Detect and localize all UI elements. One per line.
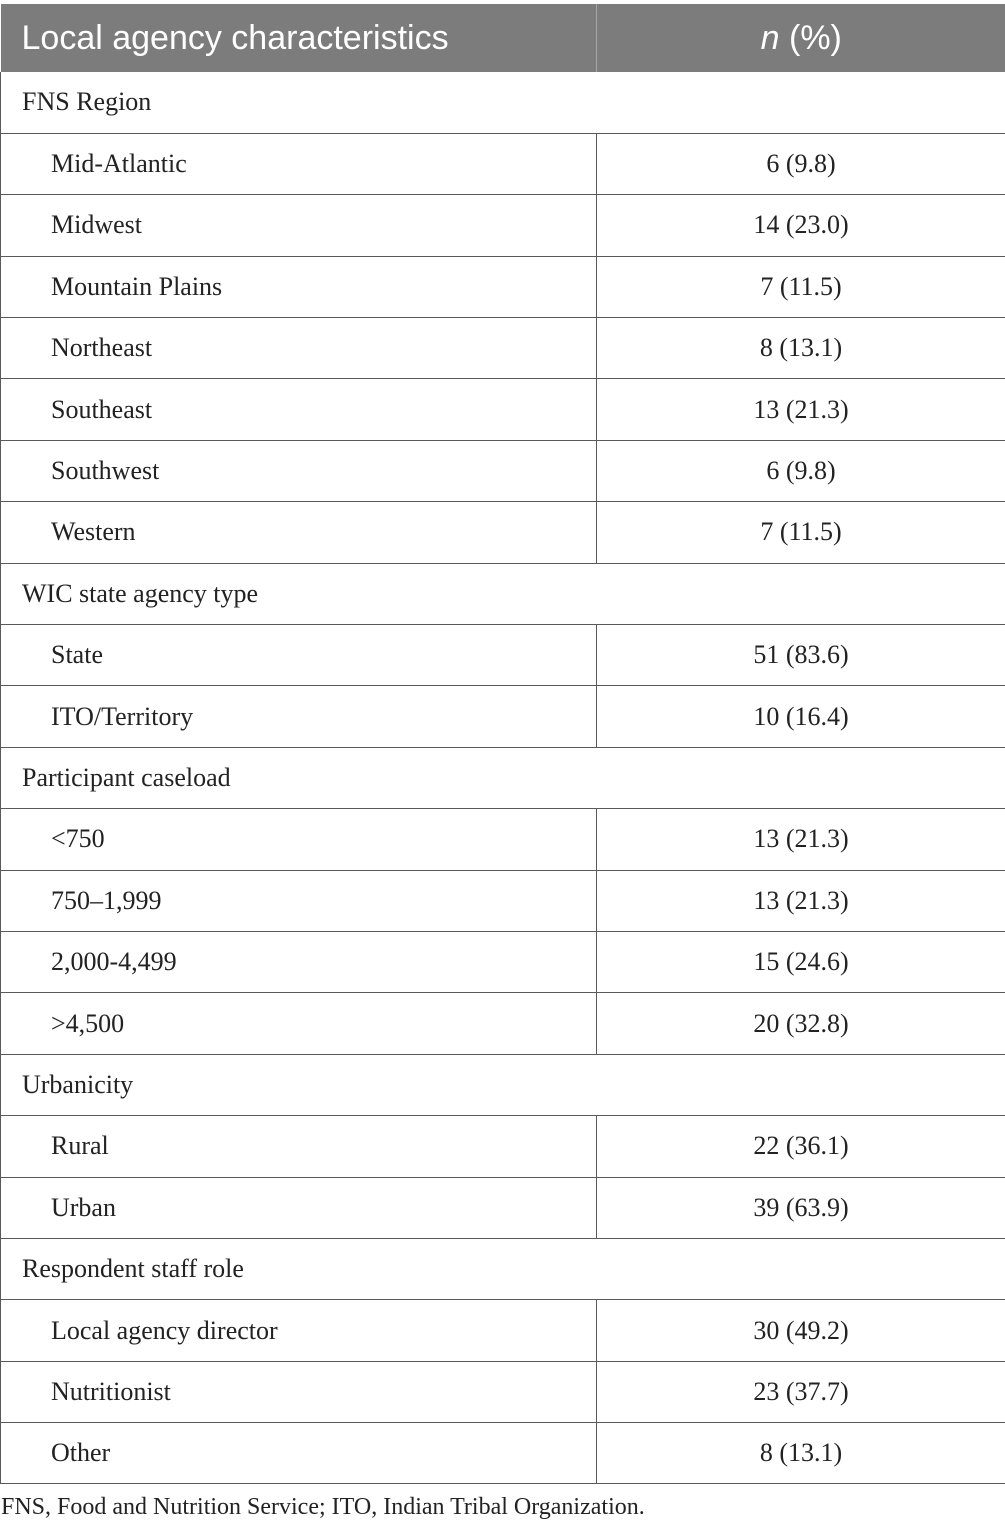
header-characteristics: Local agency characteristics	[1, 4, 597, 72]
table-row	[1, 318, 1005, 379]
row-value: 7 (11.5)	[597, 256, 1005, 317]
row-value: 8 (13.1)	[597, 1423, 1005, 1484]
row-label: Midwest	[1, 195, 597, 256]
row-label: Other	[1, 1423, 597, 1484]
row-label: 750–1,999	[1, 870, 597, 931]
table-row	[1, 1423, 1005, 1484]
table-row	[1, 686, 1005, 747]
row-value: 39 (63.9)	[597, 1177, 1005, 1238]
header-n-percent	[597, 4, 1005, 72]
row-value: 51 (83.6)	[597, 625, 1005, 686]
characteristics-table	[0, 4, 1005, 1484]
table-row	[1, 1361, 1005, 1422]
table-row	[1, 1116, 1005, 1177]
row-value: 6 (9.8)	[597, 133, 1005, 194]
row-value: 10 (16.4)	[597, 686, 1005, 747]
row-label: <750	[1, 809, 597, 870]
group-title: Urbanicity	[1, 1054, 1005, 1115]
header-n: n	[760, 18, 780, 57]
row-value: 15 (24.6)	[597, 931, 1005, 992]
table-footnote: FNS, Food and Nutrition Service; ITO, Indian Tribal Organization.	[1, 1494, 645, 1520]
group-title: Respondent staff role	[1, 1238, 1005, 1299]
row-value: 20 (32.8)	[597, 993, 1005, 1054]
row-label: 2,000-4,499	[1, 931, 597, 992]
row-value: 13 (21.3)	[597, 379, 1005, 440]
table-row	[1, 502, 1005, 563]
row-label: Northeast	[1, 318, 597, 379]
table-row	[1, 379, 1005, 440]
group-row	[1, 747, 1005, 808]
row-value: 23 (37.7)	[597, 1361, 1005, 1422]
row-value: 22 (36.1)	[597, 1116, 1005, 1177]
table-row	[1, 1177, 1005, 1238]
table-row	[1, 809, 1005, 870]
header-percent: (%)	[779, 18, 842, 57]
row-label: Mid-Atlantic	[1, 133, 597, 194]
group-title: WIC state agency type	[1, 563, 1005, 624]
row-label: Rural	[1, 1116, 597, 1177]
table-row	[1, 440, 1005, 501]
row-label: Local agency director	[1, 1300, 597, 1361]
row-value: 30 (49.2)	[597, 1300, 1005, 1361]
row-value: 7 (11.5)	[597, 502, 1005, 563]
table-row	[1, 931, 1005, 992]
row-label: Western	[1, 502, 597, 563]
table-row	[1, 195, 1005, 256]
table-row	[1, 1300, 1005, 1361]
row-label: Nutritionist	[1, 1361, 597, 1422]
table-body	[1, 72, 1005, 1484]
row-label: Southwest	[1, 440, 597, 501]
group-row	[1, 1054, 1005, 1115]
row-label: ITO/Territory	[1, 686, 597, 747]
table-row	[1, 133, 1005, 194]
table-row	[1, 256, 1005, 317]
group-title: Participant caseload	[1, 747, 1005, 808]
row-value: 13 (21.3)	[597, 870, 1005, 931]
row-value: 14 (23.0)	[597, 195, 1005, 256]
table-row	[1, 870, 1005, 931]
row-label: State	[1, 625, 597, 686]
group-row	[1, 72, 1005, 133]
table-row	[1, 993, 1005, 1054]
row-value: 13 (21.3)	[597, 809, 1005, 870]
group-row	[1, 1238, 1005, 1299]
row-label: Mountain Plains	[1, 256, 597, 317]
group-row	[1, 563, 1005, 624]
group-title: FNS Region	[1, 72, 1005, 133]
table-header-row	[1, 4, 1005, 72]
row-value: 6 (9.8)	[597, 440, 1005, 501]
row-label: Southeast	[1, 379, 597, 440]
row-label: >4,500	[1, 993, 597, 1054]
row-value: 8 (13.1)	[597, 318, 1005, 379]
row-label: Urban	[1, 1177, 597, 1238]
table-row	[1, 625, 1005, 686]
